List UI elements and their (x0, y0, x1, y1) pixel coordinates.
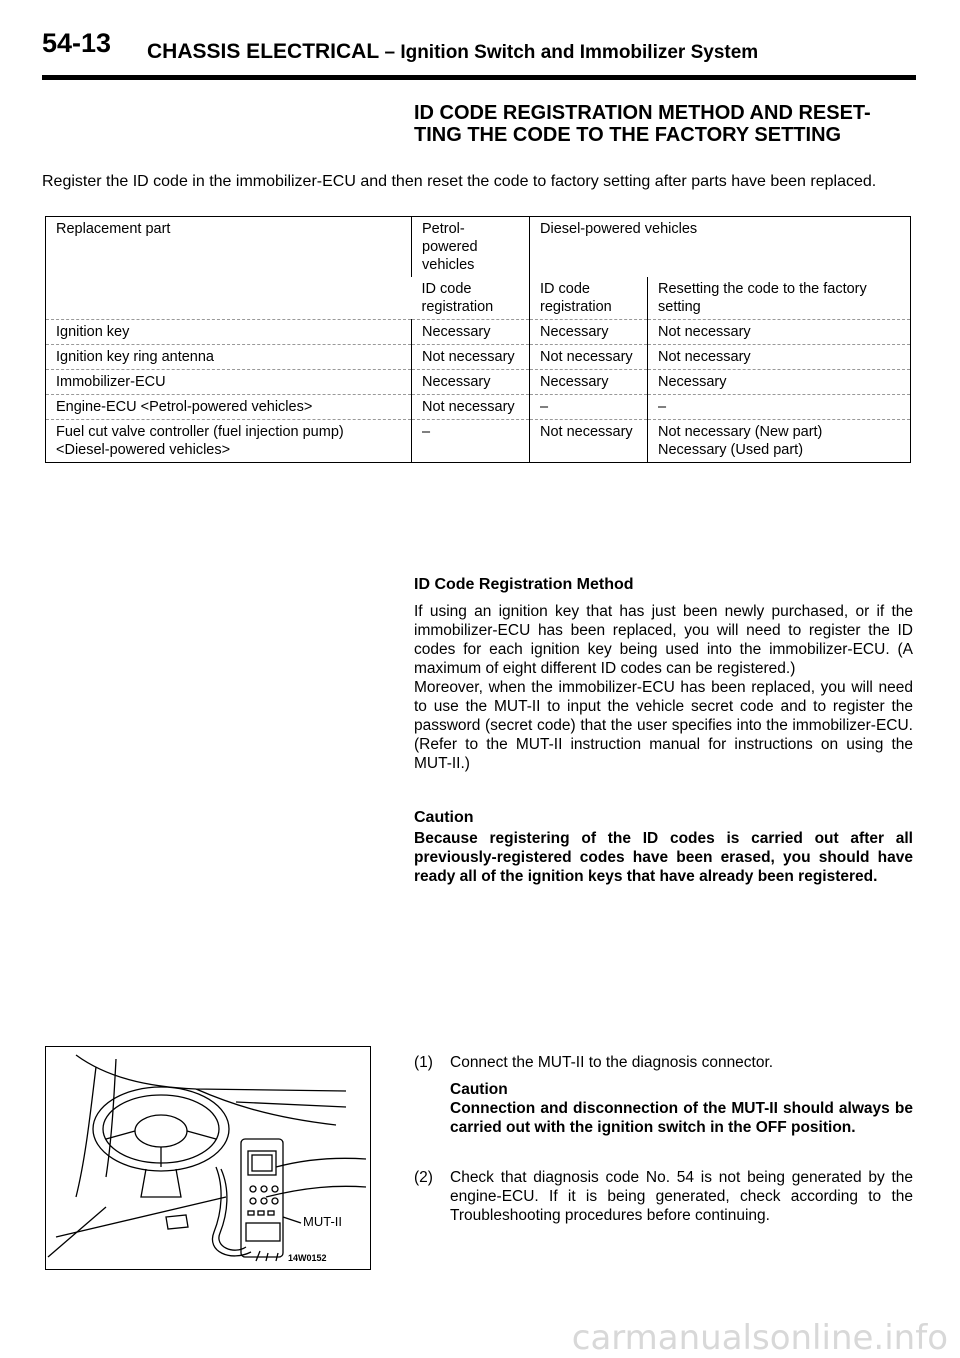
caution-text: Because registering of the ID codes is carried out after all previously-registered codes have been erased, you should have ready all of the ignition keys that have already been registered. (414, 830, 913, 885)
header-diesel: Diesel-powered vehicles (530, 217, 911, 278)
cell-part: Immobilizer-ECU (46, 370, 412, 395)
step-caution-label: Caution (450, 1081, 508, 1098)
header-replacement-part: Replacement part (56, 221, 171, 237)
figure-code: 14W0152 (288, 1253, 327, 1263)
cell-diesel-reset-line1: Not necessary (New part) (658, 424, 823, 440)
section-heading-line1: ID CODE REGISTRATION METHOD AND RESET- (414, 102, 871, 124)
registration-paragraph-1: If using an ignition key that has just been newly purchased, or if the immobilizer-ECU has been replaced, you will need to register the ID codes for each ignition key being used into the immobilizer-ECU. (A maximum of eight different ID codes can be registered.) (414, 603, 913, 677)
table-row (46, 420, 911, 463)
table-header-row (46, 217, 911, 278)
cell-petrol-id: Not necessary (412, 345, 530, 370)
watermark: carmanualsonline.info (571, 1318, 948, 1358)
table-row (46, 395, 911, 420)
cell-diesel-id: – (530, 395, 648, 420)
registration-heading: ID Code Registration Method (414, 576, 634, 593)
header-petrol: Petrol-powered vehicles (412, 217, 530, 278)
cell-part: Engine-ECU <Petrol-powered vehicles> (46, 395, 412, 420)
section-heading (414, 102, 871, 146)
step-number: (2) (414, 1169, 433, 1186)
step-row (414, 1168, 913, 1225)
registration-paragraph-2: Moreover, when the immobilizer-ECU has been replaced, you will need to use the MUT-II to input the vehicle secret code and to register the password (secret code) that the user specifies into the immobilizer-ECU. (Refer to the MUT-II instruction manual for instructions on using the MUT-II.) (414, 679, 913, 772)
cell-petrol-id: Necessary (412, 370, 530, 395)
step-text: Connect the MUT-II to the diagnosis connector. (450, 1054, 774, 1071)
cell-diesel-id: Necessary (530, 370, 648, 395)
header-petrol-id: ID code registration (421, 281, 494, 315)
cell-diesel-reset: – (648, 395, 911, 420)
header-diesel-id: ID code registration (530, 277, 648, 320)
cell-part (46, 420, 412, 463)
registration-body (414, 602, 913, 773)
header-section: CHASSIS ELECTRICAL (147, 40, 380, 63)
table-row (46, 345, 911, 370)
figure-label-mut-ii: MUT-II (303, 1214, 342, 1229)
cell-diesel-id: Not necessary (530, 345, 648, 370)
cell-diesel-reset: Not necessary (648, 345, 911, 370)
caution-label: Caution (414, 809, 474, 826)
section-heading-line2: TING THE CODE TO THE FACTORY SETTING (414, 124, 842, 146)
cell-part: Ignition key ring antenna (46, 345, 412, 370)
cell-diesel-reset: Necessary (648, 370, 911, 395)
cell-part-line1: Fuel cut valve controller (fuel injection pump) (56, 424, 344, 440)
table-row (46, 370, 911, 395)
cell-part-line2: <Diesel-powered vehicles> (56, 442, 231, 458)
cell-petrol-id: Not necessary (412, 395, 530, 420)
cell-part: Ignition key (46, 320, 412, 345)
step-number: (1) (414, 1054, 433, 1071)
step-row (414, 1053, 913, 1137)
cell-diesel-id: Not necessary (530, 420, 648, 463)
page-number: 54-13 (42, 28, 112, 58)
cell-diesel-reset: Not necessary (648, 320, 911, 345)
replacement-parts-table (45, 216, 911, 463)
dashboard-illustration (46, 1047, 370, 1269)
table-row (46, 320, 911, 345)
step-text: Check that diagnosis code No. 54 is not being generated by the engine-ECU. If it is being generated, check according to the Troubleshooting procedures before continuing. (450, 1169, 913, 1224)
cell-diesel-id: Necessary (530, 320, 648, 345)
cell-diesel-reset-line2: Necessary (Used part) (658, 442, 804, 458)
procedure-step-1 (414, 1053, 913, 1137)
step-content (450, 1053, 913, 1137)
header-rule (42, 75, 916, 80)
cell-petrol-id: – (412, 420, 530, 463)
header-dash: – (379, 42, 401, 63)
procedure-step-2 (414, 1168, 913, 1225)
cell-diesel-reset (648, 420, 911, 463)
mut-ii-connection-illustration (45, 1046, 371, 1270)
header-diesel-reset: Resetting the code to the factory setting (648, 277, 911, 320)
cell-petrol-id: Necessary (412, 320, 530, 345)
header-subsection: Ignition Switch and Immobilizer System (400, 42, 759, 63)
intro-paragraph: Register the ID code in the immobilizer-ECU and then reset the code to factory setting after parts have been replaced. (42, 173, 877, 190)
header-title (147, 40, 758, 64)
step-caution-text: Connection and disconnection of the MUT-II should always be carried out with the ignition switch in the OFF position. (450, 1100, 913, 1136)
